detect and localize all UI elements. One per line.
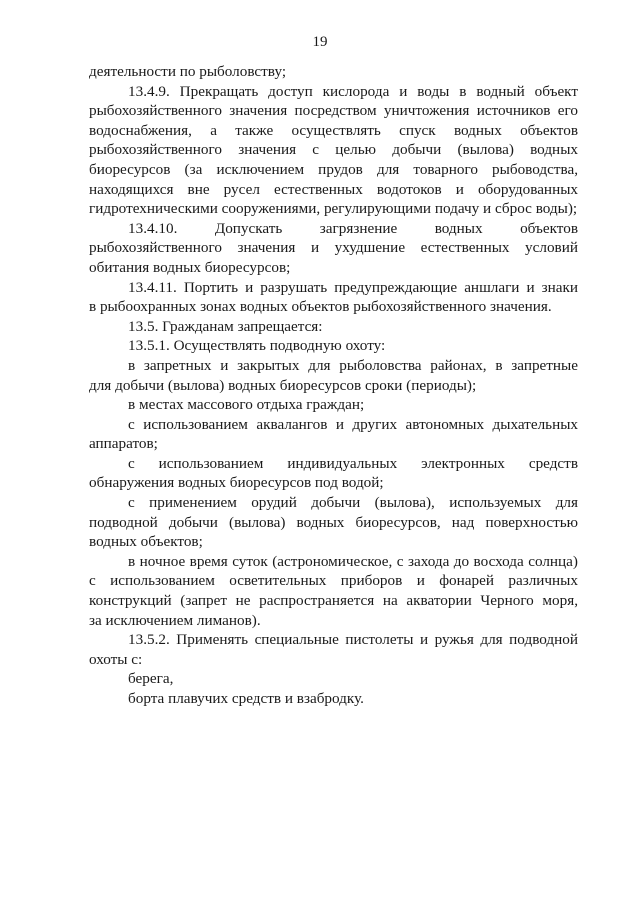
text-line: биоресурсов (за исключением прудов для товарного рыбоводства, <box>89 160 578 178</box>
text-line: 13.4.10. Допускать загрязнение водных объектов <box>128 219 578 237</box>
text-line: для добычи (вылова) водных биоресурсов сроки (периоды); <box>89 376 477 394</box>
text-line: 13.4.9. Прекращать доступ кислорода и воды в водный объект <box>128 82 578 100</box>
text-line: с использованием аквалангов и других автономных дыхательных <box>128 415 578 433</box>
text-line: в местах массового отдыха граждан; <box>128 396 365 414</box>
text-line: водоснабжения, а также осуществлять спуск водных объектов <box>89 121 578 139</box>
text-line: с применением орудий добычи (вылова), используемых для <box>128 494 578 512</box>
text-line: за исключением лиманов). <box>89 611 261 629</box>
text-line: 13.5. Гражданам запрещается: <box>128 317 323 335</box>
text-line: 13.5.2. Применять специальные пистолеты и ружья для подводной <box>128 631 578 649</box>
text-line: гидротехническими сооружениями, регулирующими подачу и сброс воды); <box>89 200 578 218</box>
text-line: обитания водных биоресурсов; <box>89 258 291 276</box>
text-line: рыбохозяйственного значения с целью добычи (вылова) водных <box>89 141 578 159</box>
text-line: в ночное время суток (астрономическое, с захода до восхода солнца) <box>128 552 578 570</box>
text-line: с использованием осветительных приборов и фонарей различных <box>89 572 578 590</box>
text-line: в рыбоохранных зонах водных объектов рыбохозяйственного значения. <box>89 298 552 316</box>
document-body <box>89 62 578 709</box>
text-line: находящихся вне русел естественных водотоков и оборудованных <box>89 180 578 198</box>
text-line: 13.5.1. Осуществлять подводную охоту: <box>128 337 386 355</box>
text-line: рыбохозяйственного значения и ухудшение естественных условий <box>89 239 578 257</box>
text-line: охоты с: <box>89 650 143 668</box>
text-line: борта плавучих средств и взабродку. <box>128 690 364 707</box>
text-line: рыбохозяйственного значения посредством уничтожения источников его <box>89 102 578 120</box>
text-line: деятельности по рыболовству; <box>89 63 287 80</box>
text-line: аппаратов; <box>89 435 158 453</box>
text-line: берега, <box>128 670 174 688</box>
text-line: обнаружения водных биоресурсов под водой; <box>89 474 384 492</box>
text-line: конструкций (запрет не распространяется на акватории Черного моря, <box>89 592 578 610</box>
page-number: 19 <box>312 34 328 50</box>
text-line: подводной добычи (вылова) водных биоресурсов, над поверхностью <box>89 513 578 531</box>
text-line: с использованием индивидуальных электронных средств <box>128 454 578 472</box>
text-line: 13.4.11. Портить и разрушать предупреждающие аншлаги и знаки <box>128 278 578 296</box>
text-line: в запретных и закрытых для рыболовства районах, в запретные <box>128 356 578 374</box>
text-line: водных объектов; <box>89 533 203 551</box>
